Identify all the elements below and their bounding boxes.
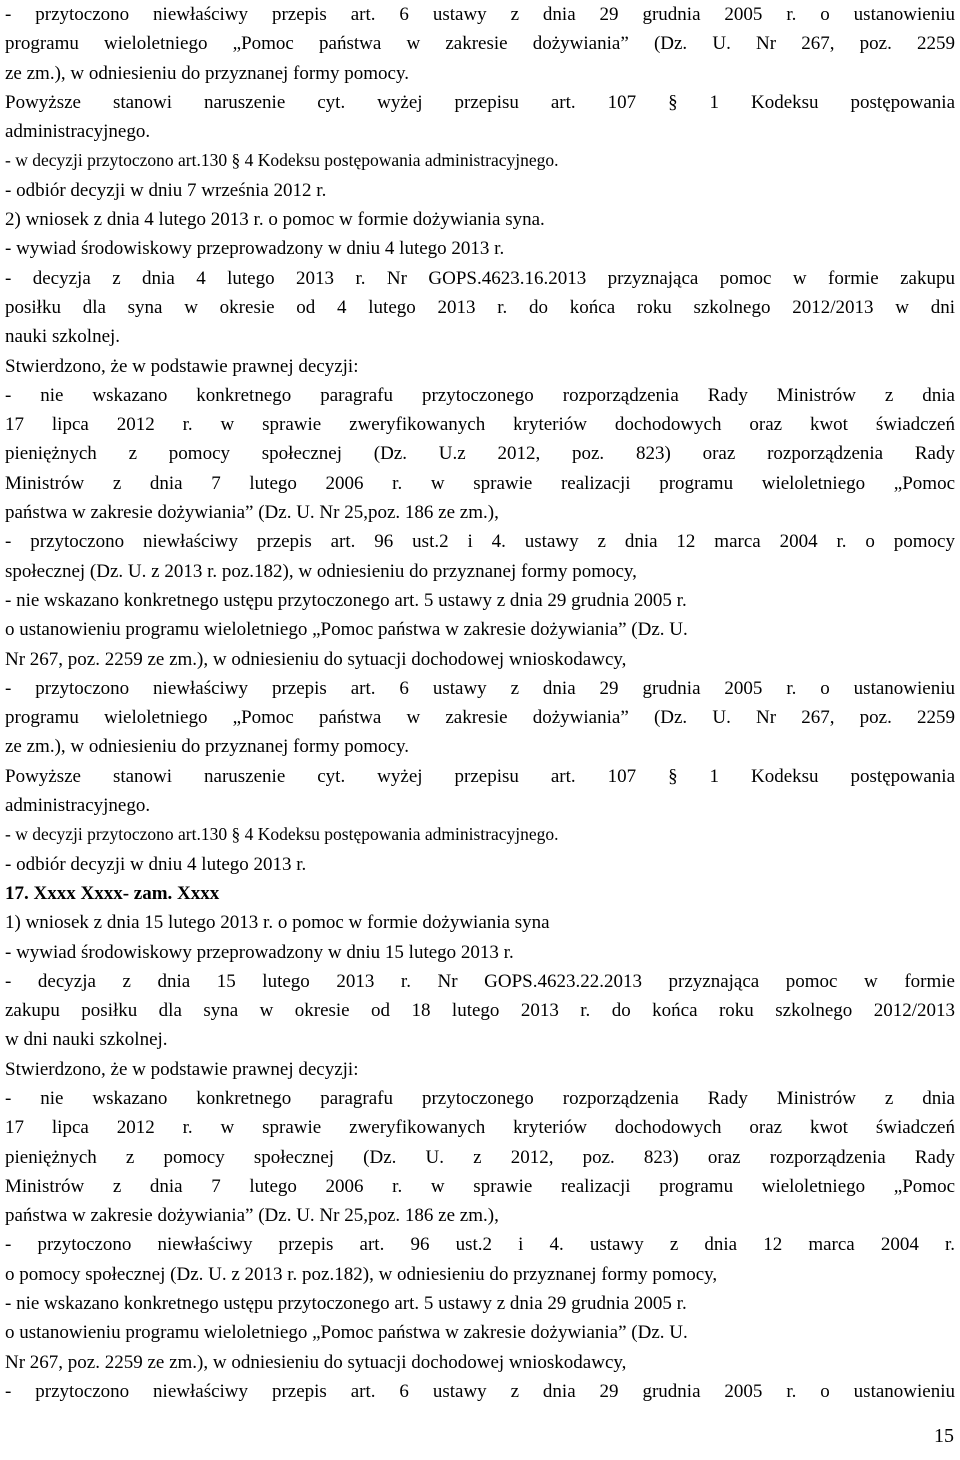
- text-line: programu wieloletniego „Pomoc państwa w zakresie dożywiania” (Dz. U. Nr 267, poz. 2259: [5, 707, 955, 729]
- text-line: Powyższe stanowi naruszenie cyt. wyżej przepisu art. 107 § 1 Kodeksu postępowania: [5, 91, 955, 113]
- document-body: [5, 0, 955, 1406]
- text-line: Ministrów z dnia 7 lutego 2006 r. w sprawie realizacji programu wieloletniego „Pomoc: [5, 472, 955, 494]
- text-line: - przytoczono niewłaściwy przepis art. 96 ust.2 i 4. ustawy z dnia 12 marca 2004 r.: [5, 1234, 955, 1256]
- text-line: o ustanowieniu programu wieloletniego „Pomoc państwa w zakresie dożywiania” (Dz. U.: [5, 1322, 688, 1344]
- text-line: 1) wniosek z dnia 15 lutego 2013 r. o pomoc w formie dożywiania syna: [5, 912, 550, 934]
- text-line: Powyższe stanowi naruszenie cyt. wyżej przepisu art. 107 § 1 Kodeksu postępowania: [5, 765, 955, 787]
- text-line: - nie wskazano konkretnego paragrafu przytoczonego rozporządzenia Rady Ministrów z dnia: [5, 384, 955, 406]
- text-line: 17 lipca 2012 r. w sprawie zweryfikowanych kryteriów dochodowych oraz kwot świadczeń: [5, 414, 955, 436]
- text-line: 2) wniosek z dnia 4 lutego 2013 r. o pomoc w formie dożywiania syna.: [5, 209, 545, 231]
- text-line: Nr 267, poz. 2259 ze zm.), w odniesieniu do sytuacji dochodowej wnioskodawcy,: [5, 648, 627, 670]
- text-line: posiłku dla syna w okresie od 4 lutego 2013 r. do końca roku szkolnego 2012/2013 w dni: [5, 296, 955, 318]
- text-line: państwa w zakresie dożywiania” (Dz. U. Nr 25,poz. 186 ze zm.),: [5, 1205, 499, 1227]
- text-line: programu wieloletniego „Pomoc państwa w zakresie dożywiania” (Dz. U. Nr 267, poz. 2259: [5, 33, 955, 55]
- text-line: ze zm.), w odniesieniu do przyznanej formy pomocy.: [5, 736, 409, 758]
- text-line: - przytoczono niewłaściwy przepis art. 96 ust.2 i 4. ustawy z dnia 12 marca 2004 r. o pomocy: [5, 531, 955, 553]
- text-line: społecznej (Dz. U. z 2013 r. poz.182), w odniesieniu do przyznanej formy pomocy,: [5, 560, 637, 582]
- text-line: - wywiad środowiskowy przeprowadzony w dniu 4 lutego 2013 r.: [5, 238, 505, 260]
- text-line: - odbiór decyzji w dniu 7 września 2012 r.: [5, 179, 327, 201]
- text-line: - przytoczono niewłaściwy przepis art. 6 ustawy z dnia 29 grudnia 2005 r. o ustanowieniu: [5, 1380, 955, 1402]
- text-line: Nr 267, poz. 2259 ze zm.), w odniesieniu do sytuacji dochodowej wnioskodawcy,: [5, 1351, 627, 1373]
- text-line: - decyzja z dnia 4 lutego 2013 r. Nr GOPS.4623.16.2013 przyznająca pomoc w formie zakupu: [5, 267, 955, 289]
- text-line: Stwierdzono, że w podstawie prawnej decyzji:: [5, 1058, 359, 1080]
- text-line: - w decyzji przytoczono art.130 § 4 Kodeksu postępowania administracyjnego.: [5, 824, 559, 845]
- text-line: o ustanowieniu programu wieloletniego „Pomoc państwa w zakresie dożywiania” (Dz. U.: [5, 619, 688, 641]
- text-line: Ministrów z dnia 7 lutego 2006 r. w sprawie realizacji programu wieloletniego „Pomoc: [5, 1175, 955, 1197]
- text-line: - nie wskazano konkretnego paragrafu przytoczonego rozporządzenia Rady Ministrów z dnia: [5, 1087, 955, 1109]
- text-line: ze zm.), w odniesieniu do przyznanej formy pomocy.: [5, 62, 409, 84]
- text-line: - przytoczono niewłaściwy przepis art. 6 ustawy z dnia 29 grudnia 2005 r. o ustanowieniu: [5, 677, 955, 699]
- text-line: w dni nauki szkolnej.: [5, 1029, 168, 1051]
- text-line: pieniężnych z pomocy społecznej (Dz. U. z 2012, poz. 823) oraz rozporządzenia Rady: [5, 1146, 955, 1168]
- text-line: 17. Xxxx Xxxx- zam. Xxxx: [5, 882, 220, 904]
- text-line: pieniężnych z pomocy społecznej (Dz. U.z 2012, poz. 823) oraz rozporządzenia Rady: [5, 443, 955, 465]
- text-line: - nie wskazano konkretnego ustępu przytoczonego art. 5 ustawy z dnia 29 grudnia 2005 r.: [5, 589, 687, 611]
- text-line: państwa w zakresie dożywiania” (Dz. U. Nr 25,poz. 186 ze zm.),: [5, 502, 499, 524]
- text-line: o pomocy społecznej (Dz. U. z 2013 r. poz.182), w odniesieniu do przyznanej formy pomocy,: [5, 1263, 718, 1285]
- text-line: - nie wskazano konkretnego ustępu przytoczonego art. 5 ustawy z dnia 29 grudnia 2005 r.: [5, 1293, 687, 1315]
- text-line: - w decyzji przytoczono art.130 § 4 Kodeksu postępowania administracyjnego.: [5, 150, 559, 171]
- text-line: - przytoczono niewłaściwy przepis art. 6 ustawy z dnia 29 grudnia 2005 r. o ustanowieniu: [5, 4, 955, 25]
- text-line: - decyzja z dnia 15 lutego 2013 r. Nr GOPS.4623.22.2013 przyznająca pomoc w formie: [5, 970, 955, 992]
- text-line: 17 lipca 2012 r. w sprawie zweryfikowanych kryteriów dochodowych oraz kwot świadczeń: [5, 1117, 955, 1139]
- text-line: administracyjnego.: [5, 795, 151, 817]
- text-line: nauki szkolnej.: [5, 326, 121, 348]
- text-line: - wywiad środowiskowy przeprowadzony w dniu 15 lutego 2013 r.: [5, 941, 514, 963]
- page-number: 15: [934, 1425, 954, 1447]
- text-line: administracyjnego.: [5, 121, 151, 143]
- text-line: Stwierdzono, że w podstawie prawnej decyzji:: [5, 355, 359, 377]
- text-line: - odbiór decyzji w dniu 4 lutego 2013 r.: [5, 853, 307, 875]
- text-line: zakupu posiłku dla syna w okresie od 18 lutego 2013 r. do końca roku szkolnego 2012/2013: [5, 1000, 955, 1022]
